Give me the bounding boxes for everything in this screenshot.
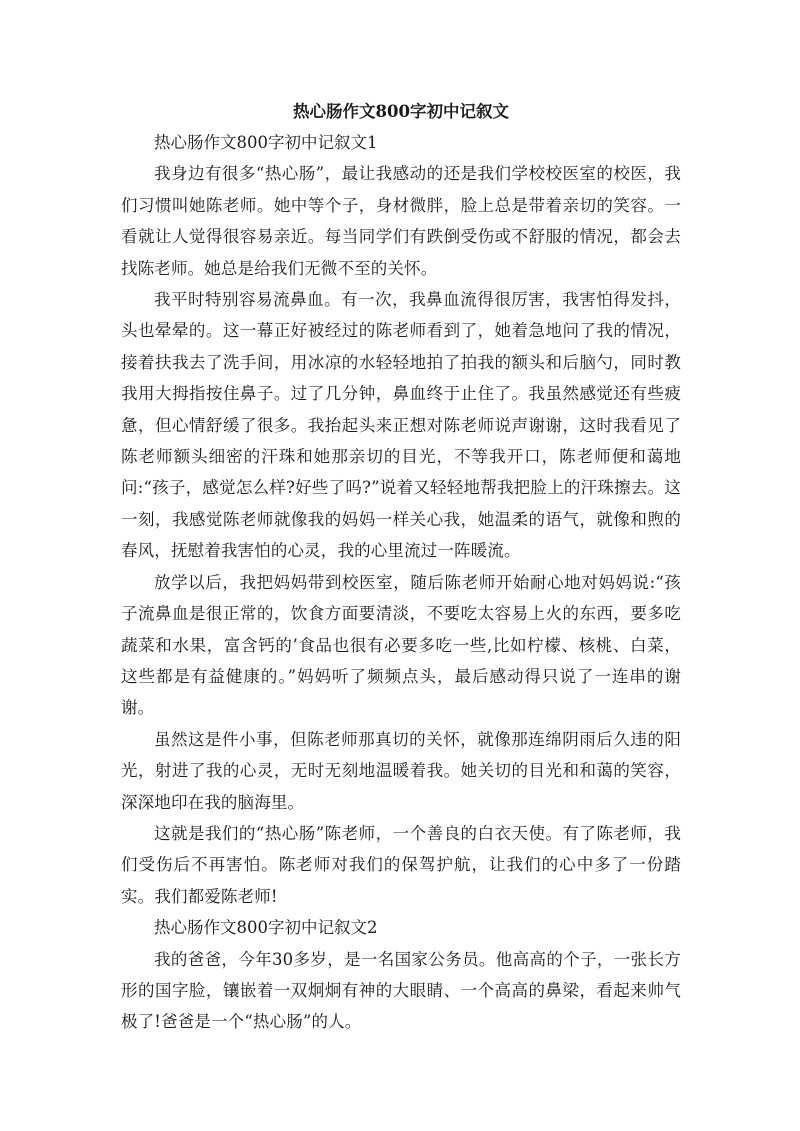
document-body <box>121 127 681 1038</box>
section-1-heading: 热心肠作文800字初中记叙文1 <box>154 133 378 152</box>
section-1-paragraph-3: 放学以后，我把妈妈带到校医室，随后陈老师开始耐心地对妈妈说:“孩子流鼻血是很正常的，饮食方面要清淡，不要吃太容易上火的东西，要多吃蔬菜和水果，富含钙的’食品也很有必要多吃一些,比如柠檬、核桃、白菜，这些都是有益健康的。”妈妈听了频频点头，最后感动得只说了一连串的谢谢。 <box>121 572 681 718</box>
section-2-paragraph-1: 我的爸爸，今年30多岁，是一名国家公务员。他高高的个子，一张长方形的国字脸，镶嵌着一双炯炯有神的大眼睛、一个高高的鼻梁，看起来帅气极了!爸爸是一个“热心肠”的人。 <box>121 949 681 1032</box>
section-2-heading: 热心肠作文800字初中记叙文2 <box>154 918 378 938</box>
document-title: 热心肠作文800字初中记叙文 <box>293 102 509 121</box>
section-1-paragraph-5: 这就是我们的“热心肠”陈老师，一个善良的白衣天使。有了陈老师，我们受伤后不再害怕。陈老师对我们的保驾护航，让我们的心中多了一份踏实。我们都爱陈老师! <box>121 823 681 906</box>
section-1-paragraph-4: 虽然这是件小事，但陈老师那真切的关怀，就像那连绵阴雨后久违的阳光，射进了我的心灵，无时无刻地温暖着我。她关切的目光和和蔼的笑容，深深地印在我的脑海里。 <box>121 729 681 812</box>
section-1-paragraph-2: 我平时特别容易流鼻血。有一次，我鼻血流得很厉害，我害怕得发抖，头也晕晕的。这一幕正好被经过的陈老师看到了，她着急地问了我的情况，接着扶我去了洗手间，用冰凉的水轻轻地拍了拍我的额头和后脑勺，同时教我用大拇指按住鼻子。过了几分钟，鼻血终于止住了。我虽然感觉还有些疲惫，但心情舒缓了很多。我抬起头来正想对陈老师说声谢谢，这时我看见了陈老师额头细密的汗珠和她那亲切的目光，不等我开口，陈老师便和蔼地问:“孩子，感觉怎么样?好些了吗?”说着又轻轻地帮我把脸上的汗珠擦去。这一刻，我感觉陈老师就像我的妈妈一样关心我，她温柔的语气，就像和煦的春风，抚慰着我害怕的心灵，我的心里流过一阵暖流。 <box>121 290 681 561</box>
section-1-paragraph-1: 我身边有很多“热心肠”，最让我感动的还是我们学校校医室的校医，我们习惯叫她陈老师。她中等个子，身材微胖，脸上总是带着亲切的笑容。一看就让人觉得很容易亲近。每当同学们有跌倒受伤或不舒服的情况，都会去找陈老师。她总是给我们无微不至的关怀。 <box>121 164 681 278</box>
